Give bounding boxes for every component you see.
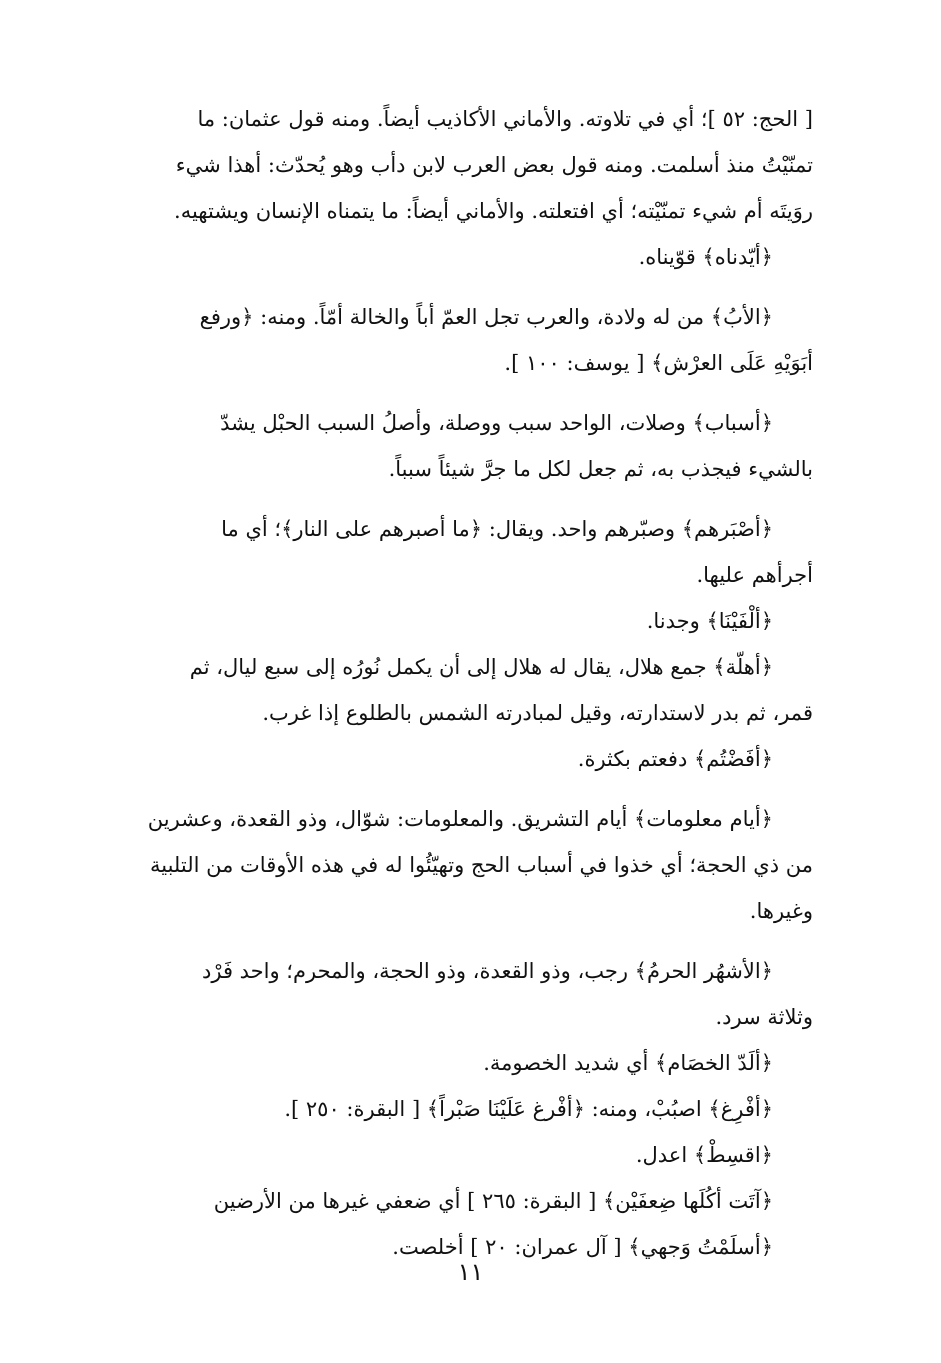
document-page [123,96,813,1270]
text-line: قمر، ثم بدر لاستدارته، وقيل لمبادرته الشمس بالطلوع إذا غرب. [262,701,813,725]
text-line: ﴿اقسِطْ﴾ اعدل. [635,1143,773,1167]
paragraph-tamanni [123,96,813,234]
paragraph-aqsit [123,1132,813,1178]
page-number: ١١ [457,1258,484,1286]
paragraph-asbarahum [123,506,813,598]
text-line: ﴿أيّدناه﴾ قوّيناه. [638,245,773,269]
text-line: ﴿أسباب﴾ وصلات، الواحد سبب ووصلة، وأصلُ السبب الحبْل يشدّ [220,411,773,435]
text-line: وثلاثة سرد. [715,1005,813,1029]
paragraph-alfayna [123,598,813,644]
paragraph-aladd-al-khisam [123,1040,813,1086]
text-line: ﴿أصْبَرهم﴾ وصبّرهم واحد. ويقال: ﴿ما أصبرهم على النار﴾؛ أي ما [221,517,773,541]
text-line: ﴿أيام معلومات﴾ أيام التشريق. والمعلومات: شوّال، وذو القعدة، وعشرين [147,807,773,831]
text-line: ﴿أفَضْتُم﴾ دفعتم بكثرة. [577,747,773,771]
paragraph-ahilla [123,644,813,736]
text-line: ﴿أسلَمْتُ وَجهي﴾ [ آل عمران: ٢٠ ] أخلصت. [392,1235,773,1259]
text-line: بالشيء فيجذب به، ثم جعل لكل ما جرَّ شيئاً سبباً. [388,457,813,481]
text-line: ﴿آتَت أكُلَها ضِعفَيْن﴾ [ البقرة: ٢٦٥ ] أي ضعفي غيرها من الأرضين [213,1189,773,1213]
paragraph-al-ashhur-al-hurum [123,948,813,1040]
paragraph-afadtum [123,736,813,782]
text-line: ﴿ألْفَيْنَا﴾ وجدنا. [646,609,773,633]
paragraph-asbab [123,400,813,492]
text-line: تمنّيْتُ منذ أسلمت. ومنه قول بعض العرب لابن دأب وهو يُحدّث: أهذا شيء [175,153,813,177]
paragraph-ayyadnahu [123,234,813,280]
text-line: روَيتَه أم شيء تمنّيْته؛ أي افتعلته. والأماني أيضاً: ما يتمناه الإنسان ويشتهيه. [174,199,813,223]
text-line: ﴿أفْرِغ﴾ اصبُبْ، ومنه: ﴿أفْرغ عَلَيْنَا صَبْراً﴾ [ البقرة: ٢٥٠ ]. [284,1097,773,1121]
text-line: أجرأهم عليها. [696,563,813,587]
paragraph-afrigh [123,1086,813,1132]
text-line: من ذي الحجة؛ أي خذوا في أسباب الحج وتهيّئُوا له في هذه الأوقات من التلبية [150,853,813,877]
text-line: ﴿الأشهُر الحرمُ﴾ رجب، وذو القعدة، وذو الحجة، والمحرم؛ واحد فَرْد [202,959,773,983]
paragraph-ayyam-maalumat [123,796,813,934]
paragraph-al-ab [123,294,813,386]
text-line: أبَوَيْهِ عَلَى العرْش﴾ [ يوسف: ١٠٠ ]. [504,351,813,375]
text-line: ﴿أهلّة﴾ جمع هلال، يقال له هلال إلى أن يكمل نُورُه إلى سبع ليال، ثم [189,655,773,679]
text-line: ﴿الأبُ﴾ من له ولادة، والعرب تجل العمّ أباً والخالة أمّاً. ومنه: ﴿ورفع [199,305,773,329]
text-line: [ الحج: ٥٢ ]؛ أي في تلاوته. والأماني الأكاذيب أيضاً. ومنه قول عثمان: ما [197,107,813,131]
text-line: وغيرها. [749,899,813,923]
text-line: ﴿ألَدّ الخصَام﴾ أي شديد الخصومة. [483,1051,773,1075]
paragraph-atat-ukulaha [123,1178,813,1224]
